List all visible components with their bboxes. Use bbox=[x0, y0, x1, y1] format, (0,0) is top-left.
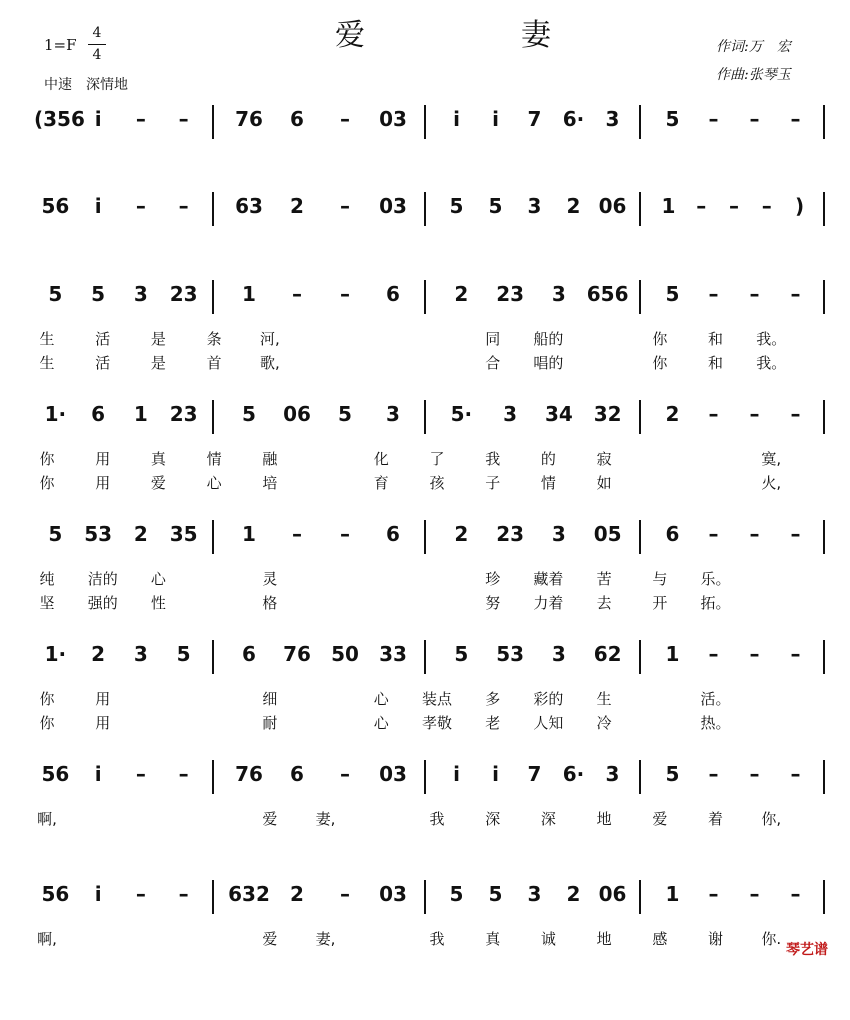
note: 1 bbox=[133, 402, 148, 426]
lyric-syllable: 活 bbox=[95, 354, 111, 372]
note: 3 bbox=[605, 762, 620, 786]
lyric-syllable: 的 bbox=[540, 450, 556, 468]
lyric-syllable: 真 bbox=[150, 450, 166, 468]
note: 1 bbox=[665, 642, 680, 666]
note: 1· bbox=[44, 642, 67, 666]
note: i bbox=[453, 762, 460, 786]
lyric-syllable: 苦 bbox=[596, 570, 612, 588]
note: – bbox=[292, 522, 302, 546]
note: – bbox=[340, 762, 350, 786]
note: – bbox=[790, 107, 801, 131]
note: 76 bbox=[283, 642, 311, 666]
lyric-syllable: 火, bbox=[761, 474, 782, 492]
lyric-syllable: 生 bbox=[39, 354, 55, 372]
lyric-syllable: 你 bbox=[39, 690, 55, 708]
lyric-syllable: 乐。 bbox=[700, 570, 731, 588]
note: 2 bbox=[566, 194, 581, 218]
note: i bbox=[492, 107, 499, 131]
note: – bbox=[749, 882, 760, 906]
note: 03 bbox=[379, 194, 407, 218]
lyric-syllable: 活。 bbox=[700, 690, 731, 708]
lyric-syllable: 河, bbox=[259, 330, 280, 348]
lyric-syllable: 耐 bbox=[262, 714, 278, 732]
lyric-syllable: 心 bbox=[206, 474, 222, 492]
lyric-syllable: 彩的 bbox=[533, 690, 564, 708]
lyric-syllable: 融 bbox=[262, 450, 278, 468]
lyric-syllable: 爱 bbox=[150, 474, 166, 492]
note: 2 bbox=[454, 522, 469, 546]
lyric-syllable: 孩 bbox=[429, 474, 445, 492]
lyric-syllable: 你 bbox=[652, 330, 668, 348]
lyric-syllable: 藏着 bbox=[533, 570, 564, 588]
lyric-syllable: 谢 bbox=[708, 930, 724, 948]
note: – bbox=[708, 282, 719, 306]
note: – bbox=[708, 402, 719, 426]
lyric-syllable: 啊, bbox=[37, 810, 57, 828]
lyric-syllable: 力着 bbox=[533, 594, 564, 612]
note: 5 bbox=[665, 282, 680, 306]
note: 5 bbox=[488, 882, 503, 906]
lyricist-credit: 作词:万 宏 bbox=[716, 39, 791, 55]
lyric-syllable: 用 bbox=[95, 474, 111, 492]
note: 62 bbox=[593, 642, 622, 666]
note: 3 bbox=[503, 402, 518, 426]
time-signature bbox=[88, 24, 106, 65]
lyric-syllable: 我 bbox=[485, 450, 501, 468]
note: 76 bbox=[235, 762, 263, 786]
lyric-syllable: 与 bbox=[652, 570, 668, 588]
note: 5 bbox=[449, 882, 464, 906]
lyric-syllable: 感 bbox=[652, 930, 668, 948]
lyric-syllable: 妻, bbox=[315, 810, 336, 828]
note: 5 bbox=[48, 522, 63, 546]
note: 3 bbox=[551, 642, 566, 666]
note: 2 bbox=[290, 882, 304, 906]
lyric-syllable: 情 bbox=[540, 474, 556, 492]
note: 5 bbox=[48, 282, 63, 306]
note: 2 bbox=[665, 402, 680, 426]
note: 1 bbox=[665, 882, 680, 906]
score-line bbox=[0, 640, 850, 780]
note: 63 bbox=[235, 194, 263, 218]
lyric-syllable: 多 bbox=[485, 690, 501, 708]
lyric-syllable: 是 bbox=[150, 354, 166, 372]
lyric-syllable: 我。 bbox=[756, 330, 787, 348]
note: 6 bbox=[242, 642, 256, 666]
meter-bottom: 4 bbox=[92, 47, 102, 63]
note: i bbox=[94, 762, 102, 786]
note: 56 bbox=[41, 762, 70, 786]
lyric-syllable: 情 bbox=[206, 450, 222, 468]
lyric-syllable: 热。 bbox=[700, 714, 731, 732]
note: 3 bbox=[551, 282, 566, 306]
lyric-syllable: 开 bbox=[652, 594, 668, 612]
lyric-syllable: 化 bbox=[373, 450, 389, 468]
lyric-syllable: 我 bbox=[429, 810, 445, 828]
lyric-syllable: 孝敬 bbox=[421, 714, 452, 732]
note: – bbox=[708, 522, 719, 546]
note: 05 bbox=[593, 522, 622, 546]
note: – bbox=[790, 282, 801, 306]
note: – bbox=[749, 522, 760, 546]
lyric-syllable: 用 bbox=[95, 714, 111, 732]
lyric-syllable: 和 bbox=[708, 354, 724, 372]
note: 34 bbox=[544, 402, 573, 426]
lyric-syllable: 深 bbox=[485, 810, 501, 828]
lyric-syllable: 唱的 bbox=[533, 354, 564, 372]
note: – bbox=[340, 194, 350, 218]
note: – bbox=[135, 762, 146, 786]
lyric-syllable: 你 bbox=[39, 474, 55, 492]
note: 6· bbox=[562, 762, 585, 786]
note: 1 bbox=[242, 522, 256, 546]
lyric-syllable: 和 bbox=[708, 330, 724, 348]
note: i bbox=[453, 107, 460, 131]
note: (356 bbox=[34, 107, 85, 131]
note: 5 bbox=[665, 762, 680, 786]
lyric-syllable: 诚 bbox=[540, 930, 556, 948]
note: 1· bbox=[44, 402, 67, 426]
lyric-syllable: 装点 bbox=[421, 690, 452, 708]
note: 2 bbox=[566, 882, 581, 906]
lyric-syllable: 了 bbox=[429, 450, 445, 468]
note: 2 bbox=[133, 522, 148, 546]
lyric-syllable: 心 bbox=[373, 714, 389, 732]
note: – bbox=[790, 882, 801, 906]
note: 03 bbox=[379, 107, 407, 131]
lyric-syllable: 你 bbox=[39, 714, 55, 732]
lyric-syllable: 生 bbox=[39, 330, 55, 348]
note: – bbox=[749, 282, 760, 306]
key-signature: 1=F bbox=[44, 36, 77, 54]
note: – bbox=[708, 107, 719, 131]
lyric-syllable: 育 bbox=[373, 474, 389, 492]
lyric-syllable: 条 bbox=[206, 330, 222, 348]
lyric-syllable: 强的 bbox=[87, 594, 118, 612]
note: 7 bbox=[527, 107, 542, 131]
site-logo: 琴艺谱 bbox=[786, 942, 828, 958]
note: – bbox=[178, 107, 189, 131]
note: – bbox=[749, 402, 760, 426]
note: – bbox=[708, 762, 719, 786]
lyric-syllable: 寂 bbox=[596, 450, 612, 468]
lyric-syllable: 你. bbox=[761, 930, 782, 948]
lyric-syllable: 去 bbox=[596, 594, 612, 612]
note: – bbox=[135, 882, 146, 906]
score-line bbox=[0, 760, 850, 900]
note: 5 bbox=[242, 402, 256, 426]
lyric-syllable: 培 bbox=[262, 474, 278, 492]
note: 3 bbox=[133, 642, 148, 666]
note: 6 bbox=[290, 762, 304, 786]
note: – bbox=[790, 642, 801, 666]
lyric-syllable: 寞, bbox=[761, 450, 782, 468]
lyric-syllable: 珍 bbox=[485, 570, 501, 588]
note: 5 bbox=[454, 642, 469, 666]
composer-credit: 作曲:张琴玉 bbox=[716, 67, 791, 83]
note: 7 bbox=[527, 762, 542, 786]
note: 5 bbox=[176, 642, 191, 666]
lyric-syllable: 地 bbox=[596, 930, 612, 948]
note: – bbox=[178, 194, 189, 218]
note: 6 bbox=[386, 522, 400, 546]
note: 56 bbox=[41, 194, 70, 218]
note: 76 bbox=[235, 107, 263, 131]
lyric-syllable: 用 bbox=[95, 690, 111, 708]
lyric-syllable: 用 bbox=[95, 450, 111, 468]
lyric-syllable: 格 bbox=[262, 594, 278, 612]
note: 56 bbox=[41, 882, 70, 906]
lyric-syllable: 心 bbox=[150, 570, 166, 588]
note: 3 bbox=[551, 522, 566, 546]
note: 23 bbox=[496, 282, 525, 306]
tempo-marking: 中速 深情地 bbox=[44, 77, 128, 93]
note: 23 bbox=[496, 522, 525, 546]
note: – bbox=[790, 522, 801, 546]
note: 06 bbox=[283, 402, 311, 426]
lyric-syllable: 活 bbox=[95, 330, 111, 348]
lyric-syllable: 船的 bbox=[533, 330, 564, 348]
lyric-syllable: 生 bbox=[596, 690, 612, 708]
note: 656 bbox=[586, 282, 629, 306]
note: – bbox=[135, 194, 146, 218]
lyric-syllable: 纯 bbox=[39, 570, 55, 588]
lyric-syllable: 心 bbox=[373, 690, 389, 708]
note: – bbox=[728, 194, 739, 218]
lyric-syllable: 洁的 bbox=[87, 570, 118, 588]
note: 23 bbox=[169, 402, 198, 426]
lyric-syllable: 爱 bbox=[262, 810, 278, 828]
note: 632 bbox=[228, 882, 270, 906]
note: 6 bbox=[665, 522, 680, 546]
lyric-syllable: 是 bbox=[150, 330, 166, 348]
note: – bbox=[708, 642, 719, 666]
lyric-syllable: 爱 bbox=[262, 930, 278, 948]
lyric-syllable: 细 bbox=[262, 690, 278, 708]
note: 6 bbox=[290, 107, 304, 131]
note: 32 bbox=[593, 402, 622, 426]
note: 2 bbox=[290, 194, 304, 218]
note: i bbox=[492, 762, 499, 786]
note: 53 bbox=[496, 642, 525, 666]
note: 3 bbox=[527, 194, 542, 218]
note: 03 bbox=[379, 882, 407, 906]
note: – bbox=[340, 107, 350, 131]
lyric-syllable: 你, bbox=[761, 810, 782, 828]
lyric-syllable: 歌, bbox=[259, 354, 280, 372]
lyric-syllable: 首 bbox=[206, 354, 222, 372]
note: 5 bbox=[488, 194, 503, 218]
note: ) bbox=[795, 194, 805, 218]
note: 6 bbox=[91, 402, 106, 426]
note: – bbox=[708, 882, 719, 906]
lyric-syllable: 地 bbox=[596, 810, 612, 828]
note: – bbox=[178, 882, 189, 906]
note: 5· bbox=[450, 402, 473, 426]
note: 2 bbox=[91, 642, 106, 666]
note: i bbox=[94, 107, 102, 131]
score-line bbox=[0, 400, 850, 540]
lyric-syllable: 爱 bbox=[652, 810, 668, 828]
lyric-syllable: 子 bbox=[485, 474, 501, 492]
lyric-syllable: 合 bbox=[485, 354, 501, 372]
note: 06 bbox=[598, 194, 627, 218]
note: 35 bbox=[169, 522, 198, 546]
lyric-syllable: 努 bbox=[485, 594, 501, 612]
note: 5 bbox=[665, 107, 680, 131]
score-line bbox=[0, 280, 850, 420]
note: – bbox=[178, 762, 189, 786]
note: 3 bbox=[133, 282, 148, 306]
note: – bbox=[749, 642, 760, 666]
score-line bbox=[0, 880, 850, 1020]
lyric-syllable: 啊, bbox=[37, 930, 57, 948]
note: 2 bbox=[454, 282, 469, 306]
note: – bbox=[749, 107, 760, 131]
lyric-syllable: 真 bbox=[485, 930, 501, 948]
note: 5 bbox=[91, 282, 106, 306]
note: 53 bbox=[84, 522, 113, 546]
lyric-syllable: 如 bbox=[596, 474, 612, 492]
note: 6· bbox=[562, 107, 585, 131]
lyric-syllable: 拓。 bbox=[700, 594, 731, 612]
note: 3 bbox=[527, 882, 542, 906]
lyric-syllable: 着 bbox=[708, 810, 724, 828]
song-title: 爱 妻 bbox=[335, 18, 583, 53]
lyric-syllable: 老 bbox=[485, 714, 501, 732]
lyric-syllable: 妻, bbox=[315, 930, 336, 948]
lyric-syllable: 坚 bbox=[39, 594, 55, 612]
note: 1 bbox=[661, 194, 676, 218]
note: – bbox=[135, 107, 146, 131]
note: – bbox=[790, 402, 801, 426]
lyric-syllable: 性 bbox=[150, 594, 166, 612]
score-line bbox=[0, 520, 850, 660]
note: – bbox=[749, 762, 760, 786]
note: – bbox=[790, 762, 801, 786]
note: 3 bbox=[386, 402, 400, 426]
note: – bbox=[340, 522, 350, 546]
lyric-syllable: 你 bbox=[39, 450, 55, 468]
note: – bbox=[761, 194, 772, 218]
lyric-syllable: 我。 bbox=[756, 354, 787, 372]
lyric-syllable: 灵 bbox=[262, 570, 278, 588]
note: – bbox=[340, 282, 350, 306]
note: 5 bbox=[449, 194, 464, 218]
note: – bbox=[696, 194, 707, 218]
note: – bbox=[340, 882, 350, 906]
note: – bbox=[292, 282, 302, 306]
lyric-syllable: 你 bbox=[652, 354, 668, 372]
lyric-syllable: 人知 bbox=[533, 714, 564, 732]
note: 03 bbox=[379, 762, 407, 786]
lyric-syllable: 同 bbox=[485, 330, 501, 348]
note: 33 bbox=[379, 642, 407, 666]
lyric-syllable: 冷 bbox=[596, 714, 612, 732]
meter-top: 4 bbox=[92, 25, 102, 41]
lyric-syllable: 深 bbox=[540, 810, 556, 828]
note: 06 bbox=[598, 882, 627, 906]
note: 50 bbox=[331, 642, 359, 666]
lyric-syllable: 我 bbox=[429, 930, 445, 948]
note: 3 bbox=[605, 107, 620, 131]
note: 1 bbox=[242, 282, 256, 306]
note: i bbox=[94, 194, 102, 218]
note: 6 bbox=[386, 282, 400, 306]
note: 5 bbox=[338, 402, 352, 426]
note: 23 bbox=[169, 282, 198, 306]
note: i bbox=[94, 882, 102, 906]
